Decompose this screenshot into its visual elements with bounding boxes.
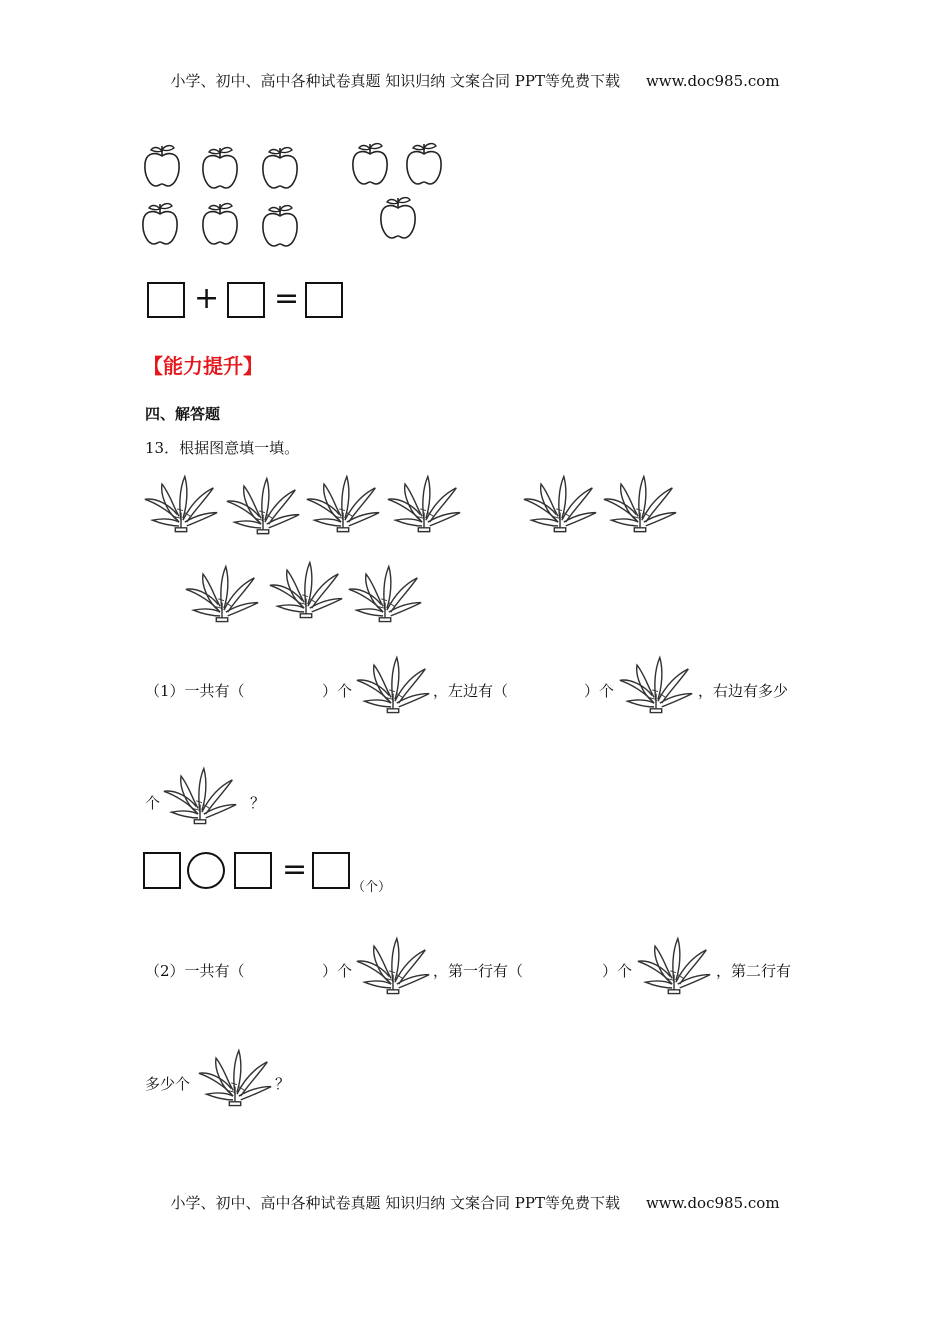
answer-box[interactable] (147, 282, 185, 318)
apple-icon (140, 200, 180, 248)
apple-icon (260, 202, 300, 250)
sub2-line2-start: 多少个 (145, 1075, 191, 1093)
sub1-mid: ，左边有（ (433, 682, 509, 700)
sub1-close2: ）个 (584, 682, 615, 700)
page-footer (0, 1192, 950, 1213)
section-title: 【能力提升】 (143, 354, 263, 378)
plant-icon (143, 474, 219, 536)
sub2-mid: ，第一行有（ (433, 962, 524, 980)
answer-box[interactable] (305, 282, 343, 318)
part-heading: 四、解答题 (145, 405, 221, 423)
answer-box[interactable] (234, 852, 272, 889)
plant-icon (305, 474, 381, 536)
apple-icon (260, 144, 300, 192)
plant-icon (225, 476, 301, 538)
apple-icon (350, 140, 390, 188)
answer-box[interactable] (312, 852, 350, 889)
apple-icon (142, 142, 182, 190)
sub1-line2-start: 个 (145, 794, 161, 812)
sub1-close1: ）个 (322, 682, 353, 700)
plant-icon (184, 564, 260, 626)
plant-icon (618, 655, 694, 717)
sub2-close1: ）个 (322, 962, 353, 980)
answer-box[interactable] (143, 852, 181, 889)
plant-icon (162, 766, 238, 828)
operator-circle[interactable] (187, 852, 225, 889)
apple-picture (140, 140, 460, 250)
footer-site: www.doc985.com (645, 1194, 780, 1212)
apple-icon (200, 200, 240, 248)
question-13-text: 13．根据图意填一填。 (145, 439, 300, 457)
plant-icon (355, 655, 431, 717)
equals-sign: = (274, 281, 300, 316)
sub2-close2: ）个 (602, 962, 633, 980)
plant-icon (268, 560, 344, 622)
plant-icon (602, 474, 678, 536)
plant-icon (522, 474, 598, 536)
plant-icon (636, 936, 712, 998)
header-site: www.doc985.com (645, 72, 780, 90)
plant-icon (355, 936, 431, 998)
equals-sign: = (282, 852, 308, 887)
apple-icon (200, 144, 240, 192)
sub1-tail: ，右边有多少 (698, 682, 789, 700)
sub1-label: （1）一共有（ (145, 682, 245, 700)
sub2-tail: ，第二行有 (716, 962, 792, 980)
plant-icon (197, 1048, 273, 1110)
unit-label: （个） (352, 880, 392, 895)
header-text: 小学、初中、高中各种试卷真题 知识归纳 文案合同 PPT等免费下载 (170, 72, 620, 90)
page-header (0, 70, 950, 91)
sub2-label: （2）一共有（ (145, 962, 245, 980)
sub2-line2-end: ？ (275, 1075, 291, 1093)
apple-icon (378, 194, 418, 242)
footer-text: 小学、初中、高中各种试卷真题 知识归纳 文案合同 PPT等免费下载 (170, 1194, 620, 1212)
plant-icon (347, 564, 423, 626)
apple-icon (404, 140, 444, 188)
plant-icon (386, 474, 462, 536)
plus-sign: + (194, 281, 220, 316)
answer-box[interactable] (227, 282, 265, 318)
sub1-line2-end: ？ (250, 794, 266, 812)
